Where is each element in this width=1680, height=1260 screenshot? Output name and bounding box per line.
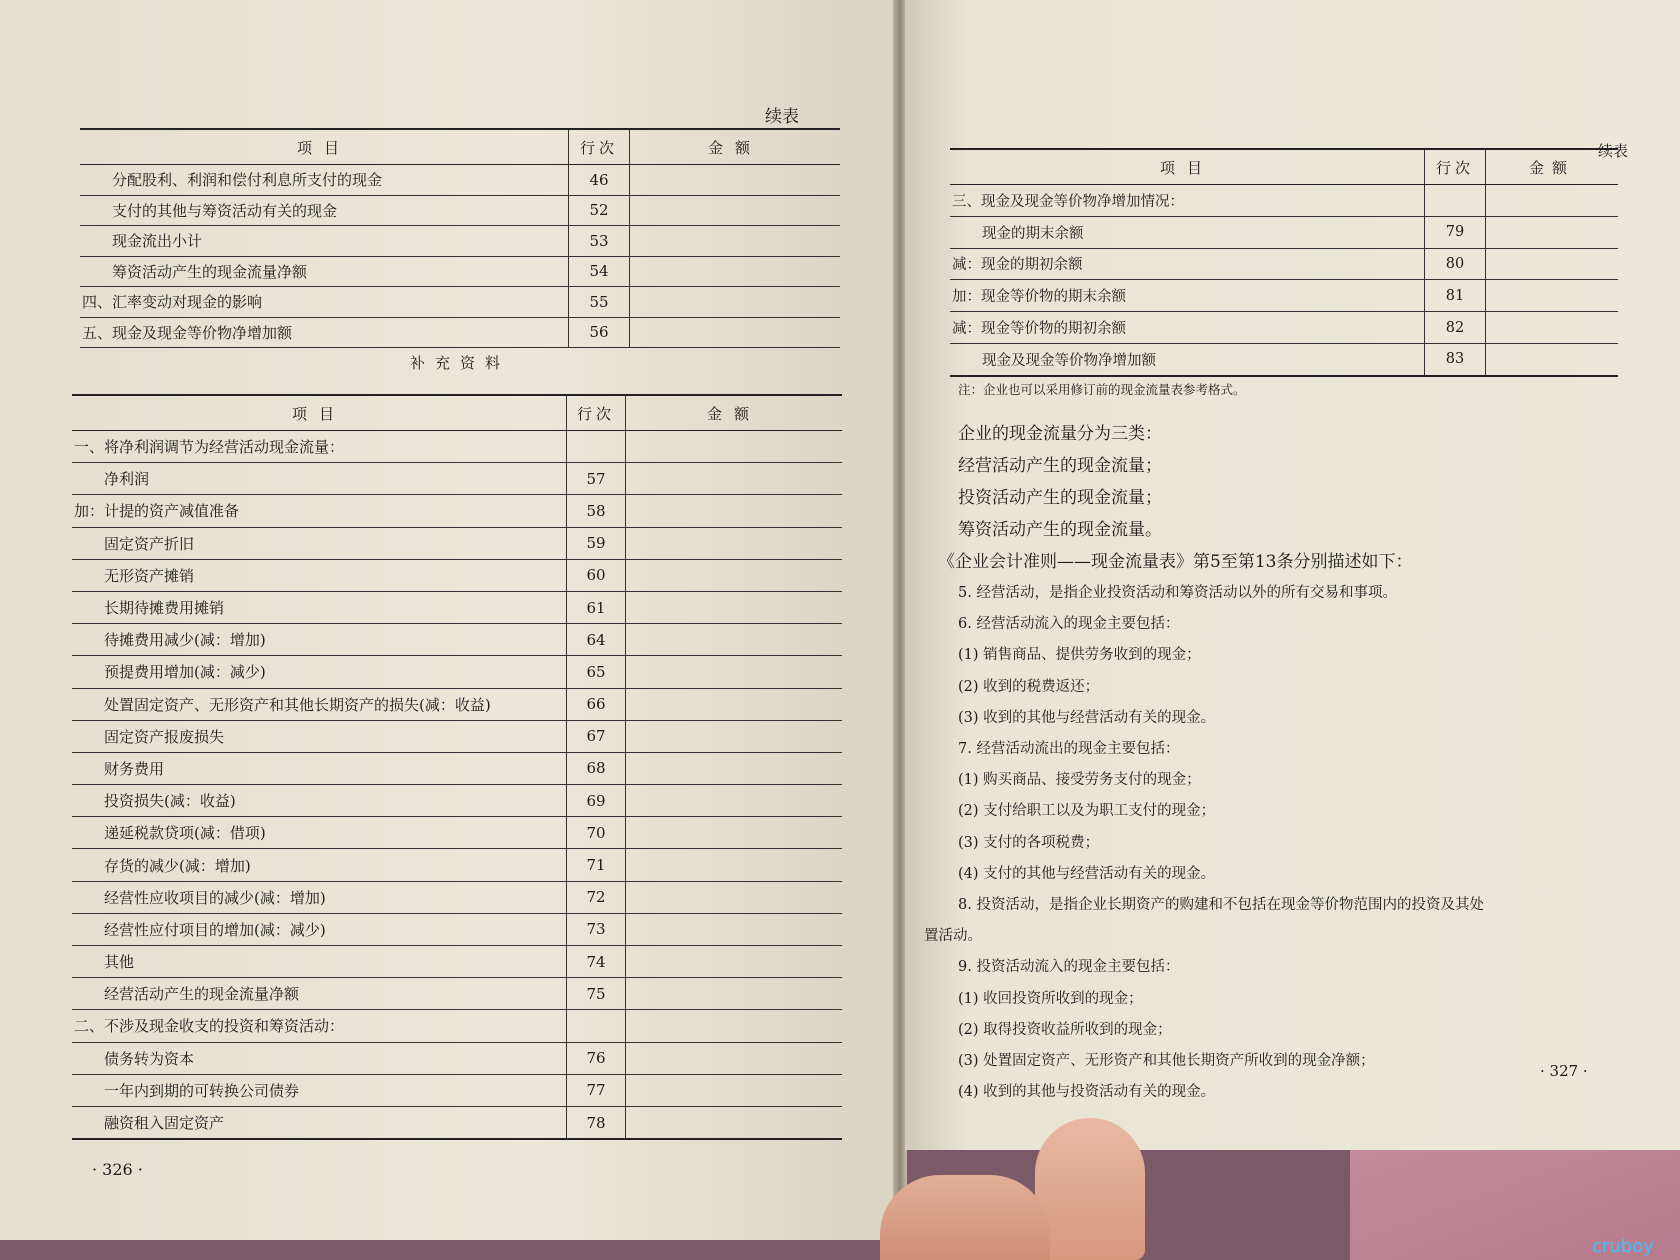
paragraph: (1) 收回投资所收到的现金； xyxy=(958,990,1143,1007)
table-row: 经营活动产生的现金流量净额 75 xyxy=(72,978,842,1010)
table-row: 递延税款贷项(减：借项) 70 xyxy=(72,817,842,849)
page-number-right: · 327 · xyxy=(1540,1062,1588,1080)
cash-flow-table-left xyxy=(80,128,840,378)
col-header-amount: 金额 xyxy=(626,395,843,431)
cash-flow-table-right xyxy=(950,148,1618,377)
table-row: 支付的其他与筹资活动有关的现金 52 xyxy=(80,195,840,226)
paragraph: (2) 收到的税费返还； xyxy=(958,678,1100,695)
page-number-left: · 326 · xyxy=(92,1160,143,1179)
table-row: 一年内到期的可转换公司债券 77 xyxy=(72,1074,842,1106)
col-header-row: 行次 xyxy=(1425,149,1486,185)
paragraph: 经营活动产生的现金流量； xyxy=(958,456,1162,476)
paragraph: 5. 经营活动，是指企业投资活动和筹资活动以外的所有交易和事项。 xyxy=(958,585,1397,601)
table-row: 分配股利、利润和偿付利息所支付的现金 46 xyxy=(80,165,840,196)
paragraph: 9. 投资活动流入的现金主要包括： xyxy=(958,959,1180,976)
supplement-title: 补充资料 xyxy=(409,354,510,372)
paragraph: (4) 收到的其他与投资活动有关的现金。 xyxy=(958,1084,1216,1101)
paragraph: 《企业会计准则——现金流量表》第5至第13条分别描述如下： xyxy=(938,552,1413,572)
paragraph: (1) 销售商品、提供劳务收到的现金； xyxy=(958,647,1201,664)
col-header-row: 行次 xyxy=(567,395,626,431)
table-row: 现金及现金等价物净增加额 83 xyxy=(950,343,1618,375)
paragraph: 投资活动产生的现金流量； xyxy=(958,488,1162,508)
body-text xyxy=(924,418,1608,1108)
supplement-table xyxy=(72,394,842,1140)
table-row: 五、现金及现金等价物净增加额 56 xyxy=(80,317,840,348)
table-row: 融资租入固定资产 78 xyxy=(72,1106,842,1139)
paragraph: 6. 经营活动流入的现金主要包括： xyxy=(958,616,1180,633)
table-row: 一、将净利润调节为经营活动现金流量： xyxy=(72,431,842,463)
paragraph: 置活动。 xyxy=(924,928,982,945)
table-note: 注：企业也可以采用修订前的现金流量表参考格式。 xyxy=(958,382,1246,397)
table-row: 经营性应付项目的增加(减：减少) 73 xyxy=(72,913,842,945)
table-row: 预提费用增加(减：减少) 65 xyxy=(72,656,842,688)
paragraph: 7. 经营活动流出的现金主要包括： xyxy=(958,741,1180,758)
paragraph: (3) 收到的其他与经营活动有关的现金。 xyxy=(958,709,1216,726)
table-row: 现金的期末余额 79 xyxy=(950,216,1618,248)
table-row: 债务转为资本 76 xyxy=(72,1042,842,1074)
table-row: 减：现金等价物的期初余额 82 xyxy=(950,312,1618,344)
paragraph: (2) 支付给职工以及为职工支付的现金； xyxy=(958,803,1216,820)
paragraph: (1) 购买商品、接受劳务支付的现金； xyxy=(958,772,1201,789)
table-row: 无形资产摊销 60 xyxy=(72,559,842,591)
table-row: 现金流出小计 53 xyxy=(80,226,840,257)
paragraph: 8. 投资活动，是指企业长期资产的购建和不包括在现金等价物范围内的投资及其处 xyxy=(958,897,1484,914)
table-row: 待摊费用减少(减：增加) 64 xyxy=(72,624,842,656)
table-row: 筹资活动产生的现金流量净额 54 xyxy=(80,256,840,287)
col-header-row: 行次 xyxy=(569,129,630,165)
thumb xyxy=(1035,1118,1145,1260)
table-row: 投资损失(减：收益) 69 xyxy=(72,785,842,817)
watermark: cruboy xyxy=(1592,1236,1654,1257)
col-header-amount: 金额 xyxy=(1486,149,1619,185)
table-row: 三、现金及现金等价物净增加情况： xyxy=(950,185,1618,217)
table-row: 加：计提的资产减值准备 58 xyxy=(72,495,842,527)
table-row: 其他 74 xyxy=(72,946,842,978)
table-row: 经营性应收项目的减少(减：增加) 72 xyxy=(72,881,842,913)
paragraph: 筹资活动产生的现金流量。 xyxy=(958,520,1162,540)
table-row: 加：现金等价物的期末余额 81 xyxy=(950,280,1618,312)
paragraph: (4) 支付的其他与经营活动有关的现金。 xyxy=(958,865,1216,882)
paragraph: 企业的现金流量分为三类： xyxy=(958,424,1162,444)
table-row: 长期待摊费用摊销 61 xyxy=(72,591,842,623)
continued-label-right: 续表 xyxy=(1598,142,1629,160)
paragraph: (3) 处置固定资产、无形资产和其他长期资产所收到的现金净额； xyxy=(958,1053,1375,1070)
col-header-amount: 金额 xyxy=(630,129,841,165)
table-row: 固定资产折旧 59 xyxy=(72,527,842,559)
col-header-item: 项目 xyxy=(72,395,567,431)
table-row: 减：现金的期初余额 80 xyxy=(950,248,1618,280)
table-row: 二、不涉及现金收支的投资和筹资活动： xyxy=(72,1010,842,1042)
col-header-item: 项目 xyxy=(80,129,569,165)
finger xyxy=(880,1175,1050,1260)
table-row: 固定资产报废损失 67 xyxy=(72,720,842,752)
paragraph: (2) 取得投资收益所收到的现金； xyxy=(958,1021,1172,1038)
table-row: 处置固定资产、无形资产和其他长期资产的损失(减：收益) 66 xyxy=(72,688,842,720)
table-row: 四、汇率变动对现金的影响 55 xyxy=(80,287,840,318)
paragraph: (3) 支付的各项税费； xyxy=(958,834,1100,851)
col-header-item: 项目 xyxy=(950,149,1425,185)
continued-label-left: 续表 xyxy=(765,107,799,127)
table-row: 存货的减少(减：增加) 71 xyxy=(72,849,842,881)
table-row: 财务费用 68 xyxy=(72,752,842,784)
table-row: 净利润 57 xyxy=(72,463,842,495)
